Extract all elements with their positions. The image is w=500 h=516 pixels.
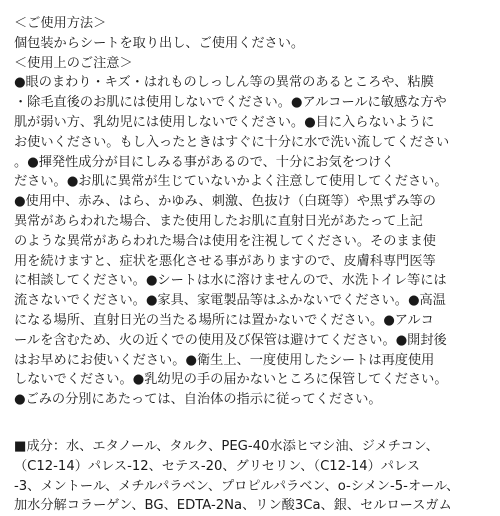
caution-line: ●眼のまわり・キズ・はれものしっしん等の異常のあるところや、粘膜 [14,75,434,91]
ingredient-line: ■成分：水、エタノール、タルク、PEG-40水添ヒマシ油、ジメチコン、 [14,438,439,454]
caution-line: ださい。●お肌に異常が生じていないかよく注意して使用してください。 [14,174,448,190]
caution-line: になる場所、直射日光の当たる場所には置かないでください。●アルコ [14,312,434,328]
caution-line: しないでください。●乳幼児の手の届かないところに保管してください。 [14,372,448,388]
caution-line: 用を続けますと、症状を悪化させる事がありますので、皮膚科専門医等 [14,253,436,269]
ingredient-line: -3、メントール、メチルパラベン、プロピルパラベン、o-シメン-5-オール、 [14,478,460,494]
ingredient-line: （C12-14）パレス-12、セテス-20、グリセリン、（C12-14）パレス [14,458,420,474]
cautions-heading: ＜使用上のご注意＞ [14,55,133,71]
caution-line: ールを含むため、火の近くでの使用及び保管は避けてください。●開封後 [14,332,447,348]
cautions-text [14,73,486,410]
caution-line: に相談してください。●シートは水に溶けませんので、水洗トイレ等には [14,273,447,289]
caution-line: ●ごみの分別にあたっては、自治体の指示に従ってください。 [14,392,382,408]
caution-line: 肌が弱い方、乳幼児には使用しないでください。●目に入らないように [14,114,435,130]
caution-line: 流さないでください。●家具、家電製品等はふかないでください。●高温 [14,293,446,309]
caution-line: ・除毛直後のお肌には使用しないでください。●アルコールに敏感な方や [14,95,447,111]
usage-heading: ＜ご使用方法＞ [14,16,107,31]
caution-line: 異常があらわれた場合、また使用したお肌に直射日光があたって上記 [14,213,423,229]
section-spacer [14,410,486,437]
caution-line: ●使用中、赤み、はら、かゆみ、刺激、色抜け（白斑等）や黒ずみ等の [14,194,436,210]
caution-line: のような異常があらわれた場合は使用を注視してください。そのまま使 [14,233,436,249]
caution-line: 。●揮発性成分が目にしみる事があるので、十分にお気をつけく [14,154,395,170]
caution-line: お使いください。もし入ったときはすぐに十分に水で洗い流してください [14,134,450,150]
usage-text: 個包装からシートを取り出し、ご使用ください。 [14,35,305,51]
ingredient-line: 加水分解コラーゲン、BG、EDTA-2Na、リン酸3Ca、銀、セルロースガム [14,498,452,514]
caution-line: はお早めにお使いください。●衛生上、一度使用したシートは再度使用 [14,352,435,368]
ingredients-text [14,437,486,516]
